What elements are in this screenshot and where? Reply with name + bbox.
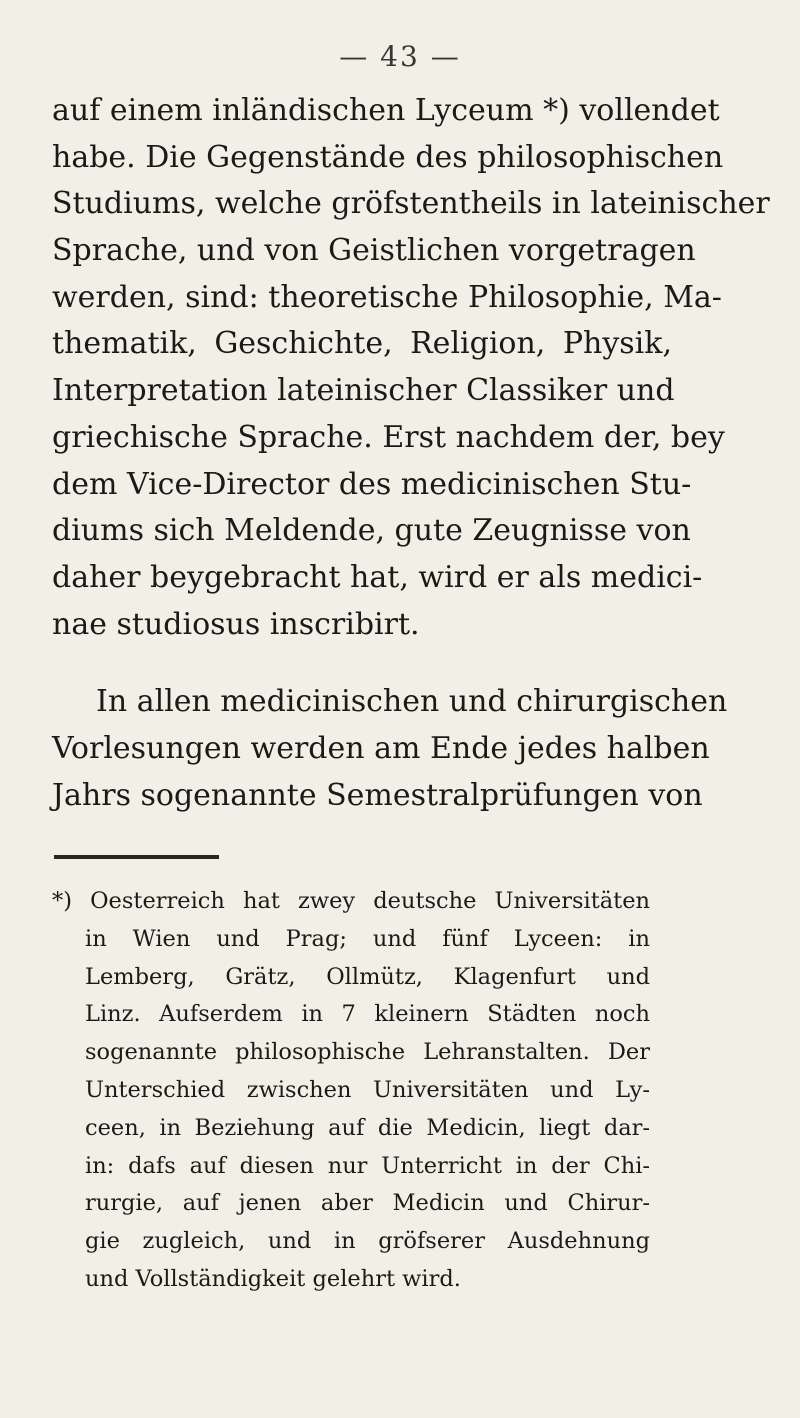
text-line: nae studiosus inscribirt. bbox=[52, 606, 420, 642]
text-line: In allen medicinischen und chirurgischen bbox=[96, 684, 728, 720]
text-line: Jahrs sogenannte Semestralprüfungen von bbox=[52, 777, 703, 813]
footnote-line: gie zugleich, und in gröfserer Ausdehnung bbox=[85, 1228, 650, 1255]
footnote-line: in Wien und Prag; und fünf Lyceen: in bbox=[85, 925, 650, 952]
text-line: habe. Die Gegenstände des philosophischen bbox=[52, 139, 724, 175]
footnote-line: ceen, in Beziehung auf die Medicin, liegt dar- bbox=[85, 1114, 650, 1141]
text-line: thematik, Geschichte, Religion, Physik, bbox=[52, 326, 672, 362]
text-line: Vorlesungen werden am Ende jedes halben bbox=[52, 730, 710, 766]
footnote-line: rurgie, auf jenen aber Medicin und Chirur- bbox=[85, 1190, 650, 1217]
footnote-line: Unterschied zwischen Universitäten und Ly- bbox=[85, 1076, 650, 1103]
page-number: — 43 — bbox=[339, 40, 461, 73]
text-line: dem Vice-Director des medicinischen Stu- bbox=[52, 466, 692, 502]
footnote-line: und Vollständigkeit gelehrt wird. bbox=[85, 1265, 461, 1292]
main-text bbox=[52, 88, 770, 819]
text-line: Sprache, und von Geistlichen vorgetragen bbox=[52, 233, 696, 269]
text-line: auf einem inländischen Lyceum *) vollendet bbox=[52, 93, 720, 128]
footnote bbox=[52, 883, 650, 1299]
footnote-line: Linz. Aufserdem in 7 kleinern Städten noch bbox=[85, 1001, 650, 1028]
text-line: griechische Sprache. Erst nachdem der, bey bbox=[52, 419, 725, 455]
text-line: daher beygebracht hat, wird er als medici- bbox=[52, 559, 703, 595]
text-line: werden, sind: theoretische Philosophie, Ma- bbox=[52, 279, 722, 315]
paragraph-gap bbox=[52, 648, 672, 679]
footnote-line: in: dafs auf diesen nur Unterricht in der Chi- bbox=[85, 1152, 650, 1179]
text-line: Studiums, welche gröfstentheils in lateinischer bbox=[52, 186, 770, 222]
footnote-line: sogenannte philosophische Lehranstalten. Der bbox=[85, 1039, 650, 1066]
footnote-separator bbox=[54, 855, 219, 859]
footnote-line: Lemberg, Grätz, Ollmütz, Klagenfurt und bbox=[85, 963, 650, 990]
footnote-line: *) Oesterreich hat zwey deutsche Universitäten bbox=[52, 888, 650, 914]
text-line: Interpretation lateinischer Classiker und bbox=[52, 373, 675, 409]
text-line: diums sich Meldende, gute Zeugnisse von bbox=[52, 513, 691, 549]
